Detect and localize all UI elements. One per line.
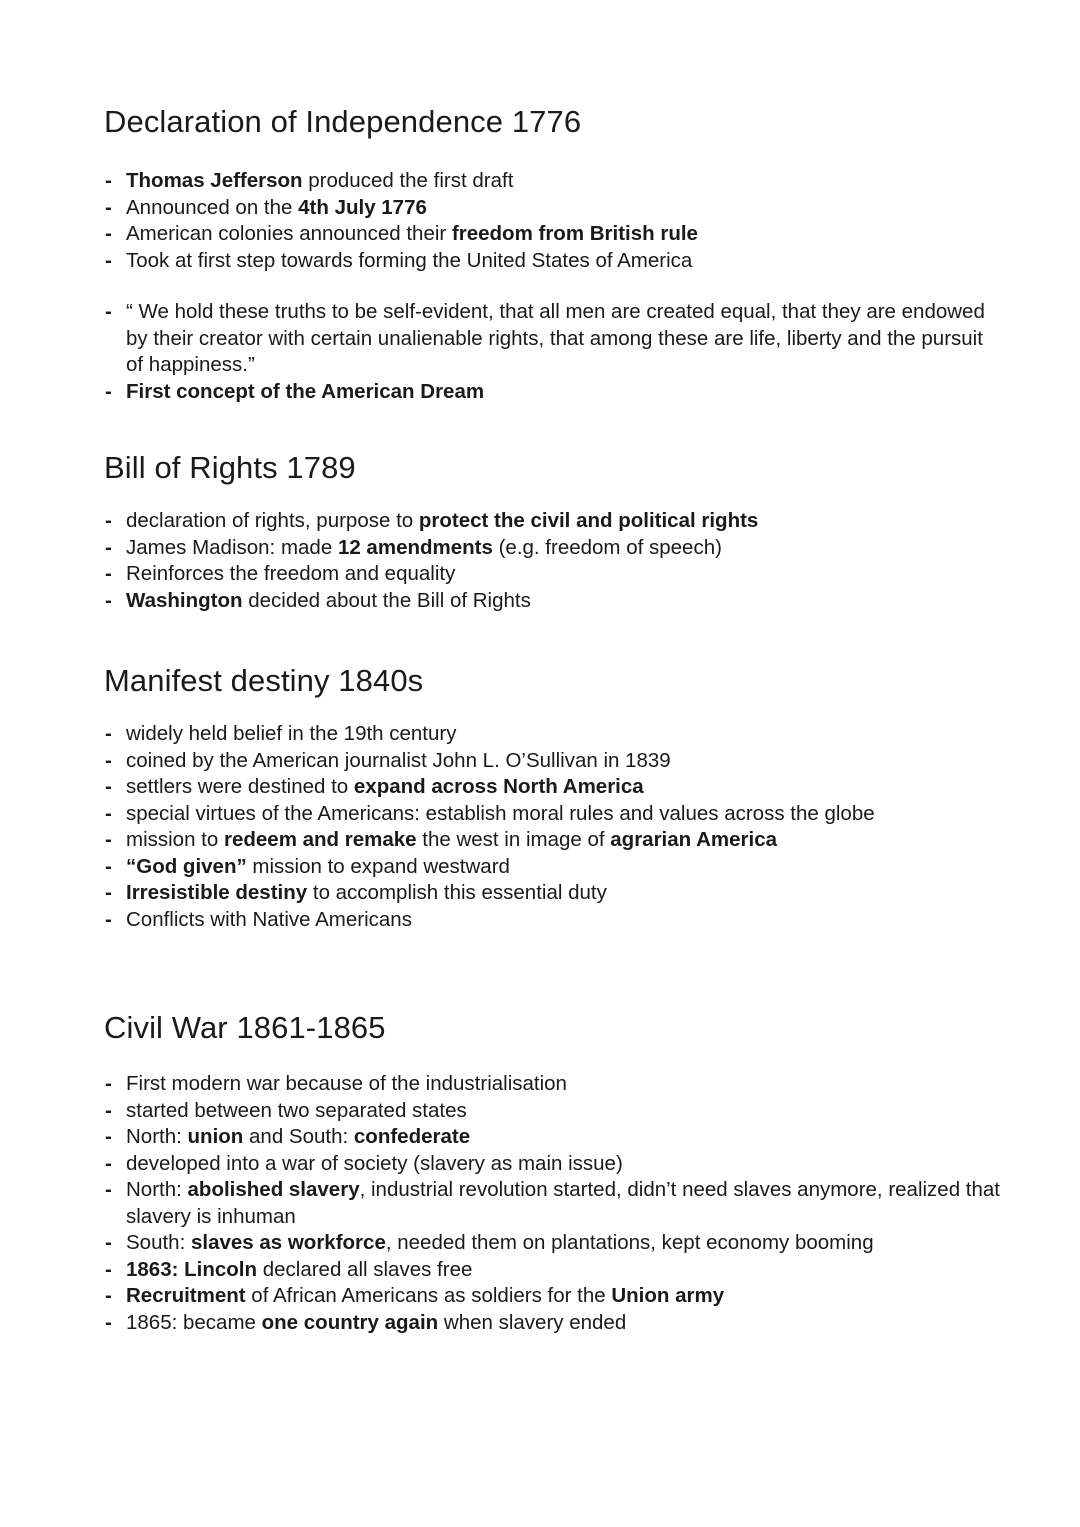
text-run: , needed them on plantations, kept economy booming: [385, 1231, 874, 1254]
text-run: coined by the American journalist John L. O’Sullivan in 1839: [126, 748, 671, 772]
text-run: produced the first draft: [302, 169, 514, 192]
text-run: developed into a war of society (slavery as main issue): [126, 1151, 623, 1175]
list-item: [104, 299, 1004, 379]
text-run: North:: [126, 1125, 188, 1148]
text-run: 1865: became: [126, 1310, 262, 1334]
section-title: Declaration of Independence 1776: [104, 104, 582, 139]
bold-text: 12 amendments: [337, 535, 493, 559]
list-item: [104, 535, 1004, 562]
section-title: Civil War 1861-1865: [104, 1010, 386, 1045]
text-run: started between two separated states: [126, 1098, 467, 1122]
list-item: [104, 379, 1004, 406]
text-run: Reinforces the freedom and equality: [126, 562, 456, 585]
text-run: special virtues of the Americans: establish moral rules and values across the globe: [126, 801, 875, 825]
text-run: “ We hold these truths to be self-evident, that all men are created equal, that they are endowed by their creator with certain unalienable rights, that among these are life, liberty and the pursuit of happiness.”: [126, 300, 985, 376]
text-run: widely held belief in the 19th century: [126, 722, 457, 745]
section-manifest-destiny: [104, 663, 1004, 933]
bold-text: freedom from British rule: [451, 222, 698, 245]
text-run: Took at first step towards forming the United States of America: [126, 248, 693, 272]
bold-text: agrarian America: [610, 828, 778, 851]
text-run: declaration of rights, purpose to: [126, 509, 419, 532]
bold-text: Union army: [611, 1284, 725, 1307]
text-run: of African Americans as soldiers for the: [245, 1284, 612, 1307]
text-run: mission to: [126, 828, 224, 851]
section-title: Bill of Rights 1789: [104, 450, 356, 485]
list-item: [104, 1151, 1004, 1178]
list-item: [104, 907, 1004, 934]
text-run: Conflicts with Native Americans: [126, 907, 412, 931]
bold-text: Thomas Jefferson: [126, 169, 303, 192]
bullet-list: [104, 299, 1004, 405]
list-item: [104, 748, 1004, 775]
bold-text: First concept of the American Dream: [126, 379, 485, 403]
list-item: [104, 168, 1004, 195]
bold-text: protect the civil and political rights: [418, 509, 759, 532]
list-item: [104, 774, 1004, 801]
list-item: [104, 1283, 1004, 1310]
list-item: [104, 1098, 1004, 1125]
text-run: mission to expand westward: [246, 854, 510, 878]
bold-text: slaves as workforce: [190, 1231, 386, 1254]
bold-text: Irresistible destiny: [126, 881, 308, 904]
text-run: (e.g. freedom of speech): [492, 535, 722, 559]
list-item: [104, 827, 1004, 854]
list-item: [104, 1257, 1004, 1284]
bullet-list: [104, 1071, 1004, 1336]
bold-text: 1863: Lincoln: [126, 1257, 258, 1281]
bold-text: expand across North America: [353, 775, 644, 798]
list-item: [104, 248, 1004, 275]
text-run: First modern war because of the industrialisation: [126, 1072, 567, 1095]
text-run: Announced on the: [126, 195, 299, 219]
bold-text: union: [187, 1125, 244, 1148]
section-bill-of-rights: [104, 450, 1004, 614]
text-run: to accomplish this essential duty: [307, 881, 607, 904]
list-item: [104, 221, 1004, 248]
bold-text: redeem and remake: [223, 828, 417, 851]
bold-text: confederate: [353, 1125, 471, 1148]
list-item: [104, 854, 1004, 881]
text-run: declared all slaves free: [257, 1257, 473, 1281]
list-item: [104, 1124, 1004, 1151]
text-run: American colonies announced their: [126, 222, 452, 245]
bold-text: abolished slavery: [187, 1178, 360, 1201]
section-title: Manifest destiny 1840s: [104, 663, 424, 698]
bold-text: 4th July 1776: [298, 195, 427, 219]
list-item: [104, 1071, 1004, 1098]
bullet-list: [104, 168, 1004, 274]
bold-text: one country again: [261, 1310, 439, 1334]
text-run: and South:: [243, 1125, 354, 1148]
list-item: [104, 508, 1004, 535]
bold-text: Recruitment: [126, 1284, 246, 1307]
text-run: decided about the Bill of Rights: [242, 588, 531, 612]
list-item: [104, 880, 1004, 907]
text-run: South:: [126, 1231, 191, 1254]
text-run: North:: [126, 1178, 188, 1201]
list-item: [104, 195, 1004, 222]
text-run: , industrial revolution started, didn’t need slaves anymore, realized that slavery is inhuman: [126, 1178, 1000, 1228]
bullet-list: [104, 721, 1004, 933]
bullet-list: [104, 508, 1004, 614]
text-run: when slavery ended: [438, 1310, 627, 1334]
section-declaration-of-independence: [104, 104, 1004, 405]
text-run: settlers were destined to: [126, 775, 354, 798]
list-item: [104, 1177, 1004, 1230]
text-run: the west in image of: [416, 828, 611, 851]
list-item: [104, 801, 1004, 828]
section-civil-war: [104, 1010, 1004, 1336]
list-item: [104, 561, 1004, 588]
list-item: [104, 1230, 1004, 1257]
list-item: [104, 588, 1004, 615]
text-run: James Madison: made: [126, 535, 338, 559]
bold-text: Washington: [126, 588, 243, 612]
list-item: [104, 721, 1004, 748]
list-item: [104, 1310, 1004, 1337]
bold-text: “God given”: [126, 854, 247, 878]
